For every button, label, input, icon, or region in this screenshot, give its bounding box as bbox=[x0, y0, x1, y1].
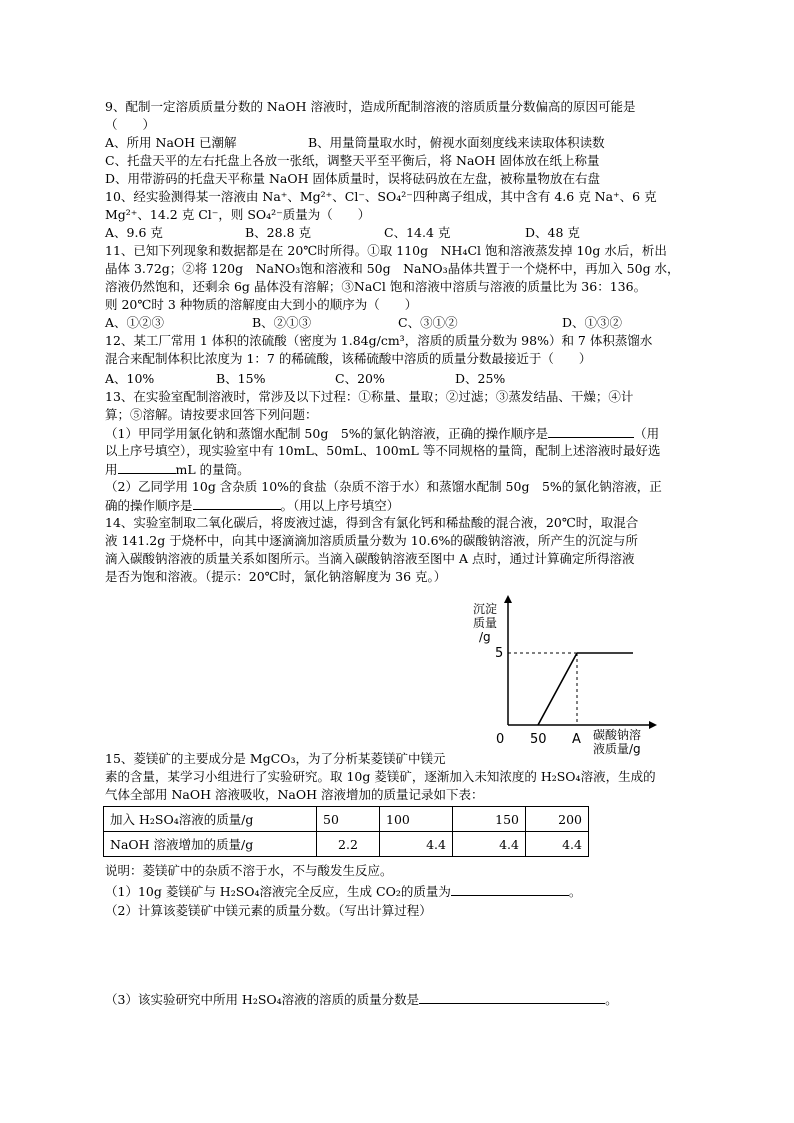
q11-option-b: B、②①③ bbox=[252, 315, 312, 330]
q9-option-c: C、托盘天平的左右托盘上各放一张纸，调整天平至平衡后，将 NaOH 固体放在纸上称量 bbox=[105, 153, 600, 168]
q11-line-3: 溶液仍然饱和，还剩余 6g 晶体没有溶解；③NaCl 饱和溶液中溶质与溶液的质量比为 36：136。 bbox=[105, 279, 647, 294]
q13-line-1: 13、在实验室配制溶液时，常涉及以下过程：①称量、量取；②过滤；③蒸发结晶、干燥；④计 bbox=[105, 389, 634, 404]
x-tick-a: A bbox=[572, 732, 581, 747]
q15-note: 说明：菱镁矿中的杂质不溶于水，不与酸发生反应。 bbox=[105, 863, 393, 878]
q13-part1-line-1 bbox=[105, 424, 659, 443]
q13-line-2: 算；⑤溶解。请按要求回答下列问题： bbox=[105, 407, 318, 422]
q12-option-d: D、25% bbox=[455, 371, 506, 386]
table-cell: 2.2 bbox=[317, 832, 380, 857]
q13-part2-line-2 bbox=[105, 496, 399, 515]
q13-part2-text-end: 。（用以上序号填空） bbox=[280, 498, 400, 513]
q15-part1 bbox=[105, 882, 581, 901]
table-cell: 100 bbox=[380, 807, 453, 832]
q10-option-d: D、48 克 bbox=[525, 225, 580, 240]
q9-option-d: D、用带游码的托盘天平称量 NaOH 固体质量时，误将砝码放在左盘，被称量物放在右盘 bbox=[105, 171, 601, 186]
q14-line-1: 14、实验室制取二氧化碳后，将废液过滤，得到含有氯化钙和稀盐酸的混合液，20℃时，取混合 bbox=[105, 515, 639, 530]
q10-option-a: A、9.6 克 bbox=[105, 225, 163, 240]
q13-part1-line-2: 以上序号填空），现实验室中有 10mL、50mL、100mL 等不同规格的量筒，配制上述溶液时最好选 bbox=[105, 443, 661, 458]
q11-option-c: C、③①② bbox=[398, 315, 458, 330]
x-tick-50: 50 bbox=[530, 732, 547, 747]
precipitate-mass-chart bbox=[463, 593, 673, 763]
table-cell: 200 bbox=[526, 807, 589, 832]
x-tick-0: 0 bbox=[496, 732, 505, 747]
q9-option-b: B、用量筒量取水时，俯视水面刻度线来读取体积读数 bbox=[308, 135, 605, 150]
q11-option-a: A、①②③ bbox=[105, 315, 165, 330]
q13-part2-answer-blank[interactable] bbox=[193, 496, 281, 510]
x-axis-label-line-1: 碳酸钠溶 bbox=[593, 728, 642, 742]
q15-line-3: 气体全部用 NaOH 溶液吸收，NaOH 溶液增加的质量记录如下表： bbox=[105, 787, 484, 802]
q15-line-2: 素的含量，某学习小组进行了实验研究。取 10g 菱镁矿，逐渐加入未知浓度的 H₂SO₄溶液，生成的 bbox=[105, 769, 656, 784]
x-axis-label-line-2: 液质量/g bbox=[593, 742, 641, 756]
y-axis-label-line-1: 沉淀 bbox=[473, 602, 498, 616]
q11-line-4: 则 20℃时 3 种物质的溶解度由大到小的顺序为（ ） bbox=[105, 297, 418, 312]
q11-option-d: D、①③② bbox=[562, 315, 623, 330]
q15-part3-text: （3）该实验研究中所用 H₂SO₄溶液的溶质的质量分数是 bbox=[105, 992, 420, 1007]
table-row-label: NaOH 溶液增加的质量/g bbox=[104, 832, 317, 857]
q14-line-4: 是否为饱和溶液。（提示：20℃时，氯化钠溶解度为 36 克。） bbox=[105, 569, 447, 584]
table-cell: 4.4 bbox=[453, 832, 526, 857]
q12-line-1: 12、某工厂常用 1 体积的浓硫酸（密度为 1.84g/cm³，溶质的质量分数为 98%）和 7 体积蒸馏水 bbox=[105, 333, 653, 348]
q13-part1-text-end: （用 bbox=[634, 426, 660, 441]
q13-part1-text-use: 用 bbox=[105, 462, 118, 477]
series-segment bbox=[538, 653, 577, 725]
y-axis-label-line-2: 质量 bbox=[473, 616, 498, 630]
q12-option-c: C、20% bbox=[335, 371, 385, 386]
table-row-label: 加入 H₂SO₄溶液的质量/g bbox=[104, 807, 317, 832]
q13-part2-line-1: （2）乙同学用 10g 含杂质 10%的食盐（杂质不溶于水）和蒸馏水配制 50g 5%的氯化钠溶液，正 bbox=[105, 479, 662, 494]
q10-option-b: B、28.8 克 bbox=[245, 225, 311, 240]
q10-line-1: 10、经实验测得某一溶液由 Na⁺、Mg²⁺、Cl⁻、SO₄²⁻四种离子组成，其中含有 4.6 克 Na⁺、6 克 bbox=[105, 189, 657, 204]
q9-paren: （ ） bbox=[105, 117, 156, 132]
y-axis-arrow bbox=[504, 595, 512, 603]
table-row bbox=[104, 807, 589, 832]
table-cell: 50 bbox=[317, 807, 380, 832]
q10-line-2: Mg²⁺、14.2 克 Cl⁻，则 SO₄²⁻质量为（ ） bbox=[105, 207, 371, 222]
q15-acid-answer-blank[interactable] bbox=[419, 990, 605, 1004]
q15-part1-end: 。 bbox=[568, 884, 582, 899]
q12-line-2: 混合来配制体积比浓度为 1：7 的稀硫酸，该稀硫酸中溶质的质量分数最接近于（ ） bbox=[105, 351, 592, 366]
table-cell: 4.4 bbox=[380, 832, 453, 857]
q11-line-2: 晶体 3.72g；②将 120g NaNO₃饱和溶液和 50g NaNO₃晶体共置于一个烧杯中，再加入 50g 水， bbox=[105, 261, 680, 276]
chart-series bbox=[538, 653, 633, 725]
q15-co2-answer-blank[interactable] bbox=[451, 882, 569, 896]
q10-option-c: C、14.4 克 bbox=[384, 225, 451, 240]
q13-part1-line-3 bbox=[105, 460, 250, 479]
q9-stem: 9、配制一定溶质质量分数的 NaOH 溶液时，造成所配制溶液的溶质质量分数偏高的原因可能是 bbox=[105, 99, 636, 114]
q15-part2: （2）计算该菱镁矿中镁元素的质量分数。（写出计算过程） bbox=[105, 903, 432, 918]
q13-cylinder-answer-blank[interactable] bbox=[118, 460, 176, 474]
q15-line-1: 15、菱镁矿的主要成分是 MgCO₃，为了分析某菱镁矿中镁元 bbox=[105, 751, 446, 766]
q9-option-a: A、所用 NaOH 已潮解 bbox=[105, 135, 237, 150]
q15-part1-text: （1）10g 菱镁矿与 H₂SO₄溶液完全反应，生成 CO₂的质量为 bbox=[105, 884, 451, 899]
q15-part3 bbox=[105, 990, 618, 1009]
q12-option-b: B、15% bbox=[216, 371, 266, 386]
table-cell: 4.4 bbox=[526, 832, 589, 857]
q15-data-table bbox=[103, 806, 589, 857]
y-tick-5: 5 bbox=[495, 646, 504, 661]
table-cell: 150 bbox=[453, 807, 526, 832]
q15-part3-end: 。 bbox=[605, 992, 618, 1007]
q13-part2-text: 确的操作顺序是 bbox=[105, 498, 193, 513]
x-axis-arrow bbox=[649, 721, 657, 729]
q14-line-3: 滴入碳酸钠溶液的质量关系如图所示。当滴入碳酸钠溶液至图中 A 点时，通过计算确定所得溶液 bbox=[105, 551, 635, 566]
q14-line-2: 液 141.2g 于烧杯中，向其中逐滴滴加溶质质量分数为 10.6%的碳酸钠溶液，所产生的沉淀与所 bbox=[105, 533, 638, 548]
q12-option-a: A、10% bbox=[105, 371, 155, 386]
q13-part1-text-ml: mL 的量筒。 bbox=[175, 462, 250, 477]
y-axis-label-line-3: /g bbox=[479, 630, 491, 644]
table-row bbox=[104, 832, 589, 857]
q13-part1-text: （1）甲同学用氯化钠和蒸馏水配制 50g 5%的氯化钠溶液，正确的操作顺序是 bbox=[105, 426, 549, 441]
q13-part1-answer-blank[interactable] bbox=[548, 424, 634, 438]
q11-line-1: 11、已知下列现象和数据都是在 20℃时所得。①取 110g NH₄Cl 饱和溶液蒸发掉 10g 水后，析出 bbox=[105, 243, 667, 258]
